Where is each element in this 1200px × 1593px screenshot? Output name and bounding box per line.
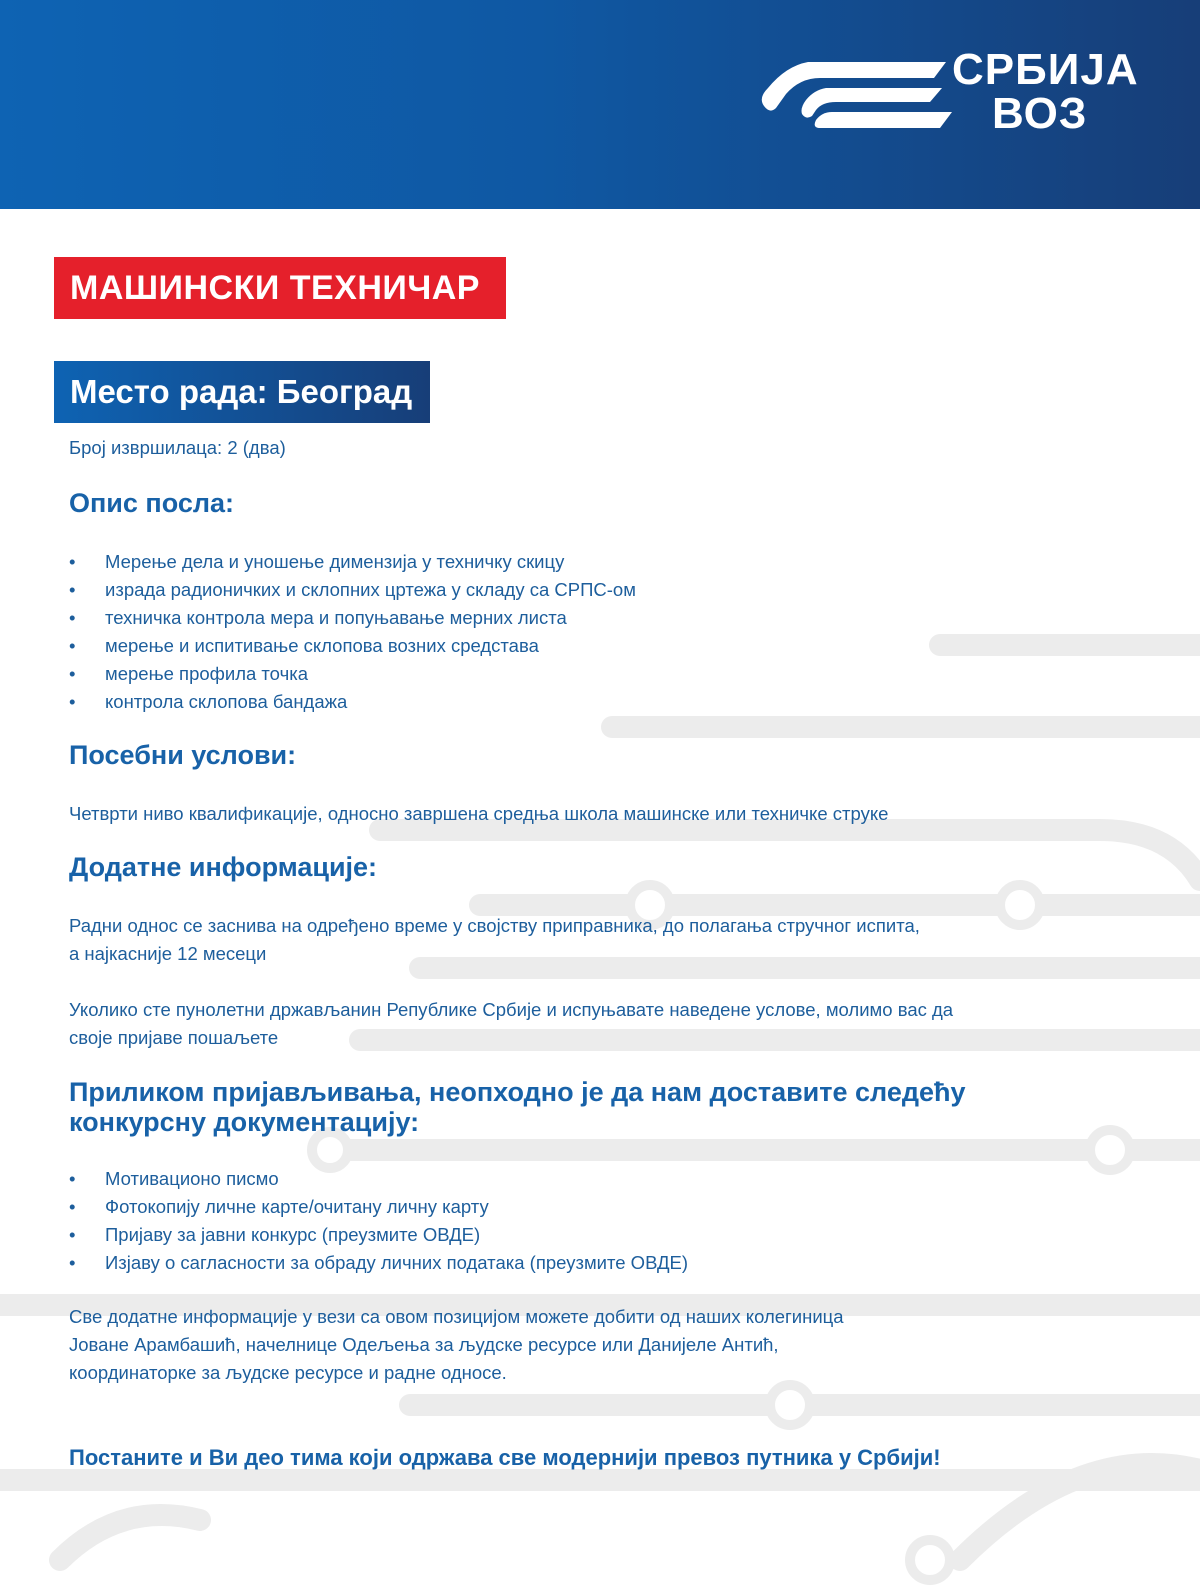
workers-count: Број извршилаца: 2 (два) xyxy=(69,437,286,458)
list-item: • Фотокопију личне карте/очитану личну карту xyxy=(69,1193,688,1221)
logo-text-srbija: СРБИЈА xyxy=(952,45,1139,94)
documents-heading-line1: Приликом пријављивања, неопходно је да нам доставите следећу xyxy=(69,1077,966,1107)
logo-text-voz: ВОЗ xyxy=(992,89,1088,138)
documents-heading xyxy=(69,1077,1149,1137)
location-banner: Место рада: Београд xyxy=(54,361,430,423)
contact-line1: Све додатне информације у вези са овом позицијом можете добити од наших колегиница xyxy=(69,1306,844,1327)
description-list xyxy=(69,548,636,716)
additional-p1-line2: а најкасније 12 месеци xyxy=(69,943,267,964)
closing-slogan: Постаните и Ви део тима који одржава све модернији превоз путника у Србији! xyxy=(69,1445,941,1470)
documents-heading-line2: конкурсну документацију: xyxy=(69,1107,420,1137)
contact-line2: Јоване Арамбашић, начелнице Одељења за људске ресурсе или Данијеле Антић, xyxy=(69,1334,779,1355)
list-item: • Пријаву за јавни конкурс (преузмите ОВДЕ) xyxy=(69,1221,688,1249)
contact-paragraph xyxy=(69,1303,1149,1387)
list-item: • контрола склопова бандажа xyxy=(69,688,636,716)
conditions-text: Четврти ниво квалификације, односно завршена средња школа машинске или техничке струке xyxy=(69,803,889,824)
additional-heading: Додатне информације: xyxy=(69,852,378,882)
contact-line3: координаторке за људске ресурсе и радне односе. xyxy=(69,1362,507,1383)
additional-p2-line1: Уколико сте пунолетни држављанин Републике Србије и испуњавате наведене услове, молимо вас да xyxy=(69,999,954,1020)
additional-p1-line1: Радни однос се заснива на одређено време у својству приправника, до полагања стручног испита, xyxy=(69,915,920,936)
additional-paragraph-2 xyxy=(69,996,1149,1052)
list-item: • мерење и испитивање склопова возних средстава xyxy=(69,632,636,660)
list-item: • Мотивационо писмо xyxy=(69,1165,688,1193)
additional-p2-line2: своје пријаве пошаљете xyxy=(69,1027,279,1048)
list-item: • Мерење дела и уношење димензија у техничку скицу xyxy=(69,548,636,576)
additional-paragraph-1 xyxy=(69,912,1149,968)
conditions-heading: Посебни услови: xyxy=(69,740,297,770)
documents-list xyxy=(69,1165,688,1277)
list-item: • Изјаву о сагласности за обраду личних података (преузмите ОВДЕ) xyxy=(69,1249,688,1277)
list-item: • мерење профила точка xyxy=(69,660,636,688)
job-title-banner: МАШИНСКИ ТЕХНИЧАР xyxy=(54,257,506,319)
list-item: • техничка контрола мера и попуњавање мерних листа xyxy=(69,604,636,632)
list-item: • израда радионичких и склопних цртежа у складу са СРПС-ом xyxy=(69,576,636,604)
description-heading: Опис посла: xyxy=(69,488,235,518)
